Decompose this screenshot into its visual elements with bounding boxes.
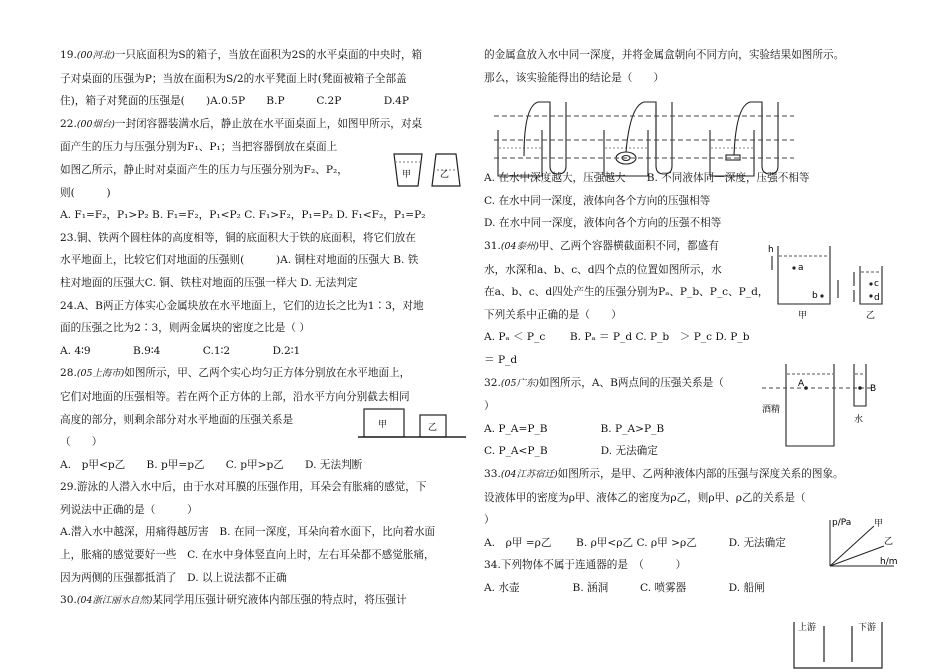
q28-line-3: 高度的部分，则剩余部分对水平地面的压强关系是 [60, 413, 294, 426]
q30-option-a-b: A. 在水中深度越大，压强越大 B. 不同液体同一深度，压强不相等 [484, 172, 810, 185]
q22-label-jia: 甲 [402, 170, 412, 180]
q34-label-downstream: 下游 [858, 623, 877, 633]
q29-line-5: 因为两侧的压强都抵消了 D. 以上说法都不正确 [60, 571, 287, 584]
q28-line-2: 它们对地面的压强相等。若在两个正方体的上部，沿水平方向分别截去相同 [60, 390, 410, 403]
q19-line-2: 子对桌面的压强为P；当放在面积为S/2的水平凳面上时(凳面被箱子全部盖 [60, 72, 407, 85]
q32-label-b: B [870, 384, 877, 394]
q33-figure [822, 516, 898, 574]
q33-label-jia: 甲 [874, 519, 884, 529]
q30-line-2: 的金属盒放入水中同一深度，并将金属盒朝向不同方向，实验结果如图所示。 [484, 49, 845, 61]
q33-label-yi: 乙 [884, 537, 894, 547]
q34-line-1: 34.下列物体不属于连通器的是 （ ） [484, 559, 687, 572]
q31-line-3: 在a、b、c、d四处产生的压强分别为Pₐ、P_b、P_c、P_d， [484, 286, 769, 299]
q30-line-1: 30.(04浙江丽水自然)某同学用压强计研究液体内部压强的特点时，将压强计 [60, 594, 407, 607]
q30-option-c: C. 在水中同一深度，液体向各个方向的压强相等 [484, 194, 711, 207]
q31-line-1: 31.(04泰州)甲、乙两个容器横截面积不同，都盛有 [484, 239, 719, 252]
q31-line-4: 下列关系中正确的是（ ） [484, 308, 622, 321]
q33-line-1: 33.(04江苏宿迁)如图所示，是甲、乙两种液体内部的压强与深度关系的图象。 [484, 467, 844, 480]
q32-line-2: ） [484, 400, 495, 413]
q32-label-water: 水 [854, 415, 864, 425]
q19-line-1: 19.(00河北)一只底面积为S的箱子，当放在面积为2S的水平桌面的中央时，箱 [60, 49, 423, 61]
q31-label-d: d [874, 293, 880, 303]
q33-line-2: 设液体甲的密度为ρ甲、液体乙的密度为ρ乙，则ρ甲、ρ乙的关系是（ [484, 491, 806, 504]
q30-figure [494, 96, 854, 182]
q29-line-2: 列说法中正确的是（ ） [60, 503, 198, 516]
q22-figure [388, 150, 470, 190]
q28-line-1: 28.(05上海市)如图所示，甲、乙两个实心均匀正方体分别放在水平地面上， [60, 367, 411, 380]
q33-options: A. ρ甲 =ρ乙 B. ρ甲<ρ乙 C. ρ甲 >ρ乙 D. 无法确定 [484, 536, 786, 549]
q23-line-3: 柱对地面的压强大C. 铜、铁柱对地面的压强一样大 D. 无法判定 [60, 276, 358, 289]
q33-label-axis-h: h/m [880, 557, 898, 567]
q29-line-3: A.潜入水中越深，用痛得越厉害 B. 在同一深度，耳朵向着水面下，比向着水面 [60, 526, 436, 539]
q34-options: A. 水壶 B. 涵洞 C. 喷雾器 D. 船闸 [484, 581, 765, 594]
q23-line-2: 水平地面上，比较它们对地面的压强则( )A. 铜柱对地面的压强大 B. 铁 [60, 254, 419, 267]
q32-label-a: A [798, 379, 805, 389]
q31-label-yi: 乙 [866, 311, 876, 321]
q32-figure [762, 360, 882, 452]
q28-label-jia: 甲 [378, 420, 388, 430]
q29-line-1: 29.游泳的人潜入水中后，由于水对耳膜的压强作用，耳朵会有胀痛的感觉，下 [60, 481, 427, 494]
q34-figure [788, 618, 888, 672]
q22-line-4: 则( ) [60, 186, 111, 199]
q31-label-b: b [812, 291, 818, 301]
left-column [60, 44, 470, 613]
q28-options: A. p甲<p乙 B. p甲=p乙 C. p甲>p乙 D. 无法判断 [60, 458, 363, 471]
q22-label-yi: 乙 [440, 170, 450, 180]
q31-figure [768, 240, 898, 322]
q31-line-2: 水，水深和a、b、c、d四个点的位置如图所示，水 [484, 263, 722, 276]
q23-line-1: 23.铜、铁两个圆柱体的高度相等，铜的底面积大于铁的底面积，将它们放在 [60, 231, 416, 244]
q24-line-1: 24.A、B两正方体实心金属块放在水平地面上，它们的边长之比为1∶3，对地 [60, 299, 424, 312]
q32-line-1: 32.(05广东)如图所示，A、B两点间的压强关系是（ [484, 376, 724, 389]
q22-line-2: 面产生的压力与压强分别为F₁、P₁；当把容器倒放在桌面上 [60, 141, 338, 154]
q34-label-upstream: 上游 [798, 623, 817, 633]
q28-label-yi: 乙 [428, 423, 438, 433]
q31-options-cont: ＝ P_d [484, 353, 518, 366]
q30-option-d: D. 在水中同一深度，液体向各个方向的压强不相等 [484, 217, 722, 230]
q31-label-a: a [798, 263, 804, 273]
q19-line-3: 住)，箱子对凳面的压强是( )A.0.5P B.P C.2P D.4P [60, 95, 410, 108]
q24-line-2: 面的压强之比为2∶3，则两金属块的密度之比是（ ） [60, 322, 310, 335]
q30-line-3: 那么，该实验能得出的结论是（ ） [484, 71, 665, 84]
q32-label-alcohol: 酒精 [762, 405, 781, 415]
q33-label-axis-p: p/Pa [832, 518, 852, 528]
q32-options-cd: C. P_A<P_B D. 无法确定 [484, 445, 658, 458]
q31-label-c: c [874, 279, 879, 289]
q31-label-jia: 甲 [798, 311, 808, 321]
q33-line-3: ） [484, 514, 495, 527]
q24-options: A. 4∶9 B.9∶4 C.1∶2 D.2∶1 [60, 344, 301, 357]
q22-line-3: 如图乙所示，静止时对桌面产生的压力与压强分别为F₂、P₂， [60, 163, 348, 176]
q22-options: A. F₁=F₂，P₁>P₂ B. F₁=F₂，P₁<P₂ C. F₁>F₂，P₁=P₂ D. F₁<F₂，P₁=P₂ [60, 209, 426, 222]
q28-line-4: （ ） [60, 436, 103, 449]
q32-options-ab: A. P_A=P_B B. P_A>P_B [484, 422, 665, 435]
q31-options: A. Pₐ ＜ P_c B. Pₐ ＝ P_d C. P_b ＞ P_c D. P_b [484, 331, 750, 344]
q29-line-4: 上，胀痛的感觉要好一些 C. 在水中身体竖直向上时，左右耳朵都不感觉胀痛， [60, 549, 435, 562]
q28-figure [358, 405, 468, 441]
q31-label-h: h [768, 245, 774, 255]
q22-line-1: 22.(00烟台)一封闭容器装满水后，静止放在水平面桌面上，如图甲所示，对桌 [60, 117, 423, 130]
